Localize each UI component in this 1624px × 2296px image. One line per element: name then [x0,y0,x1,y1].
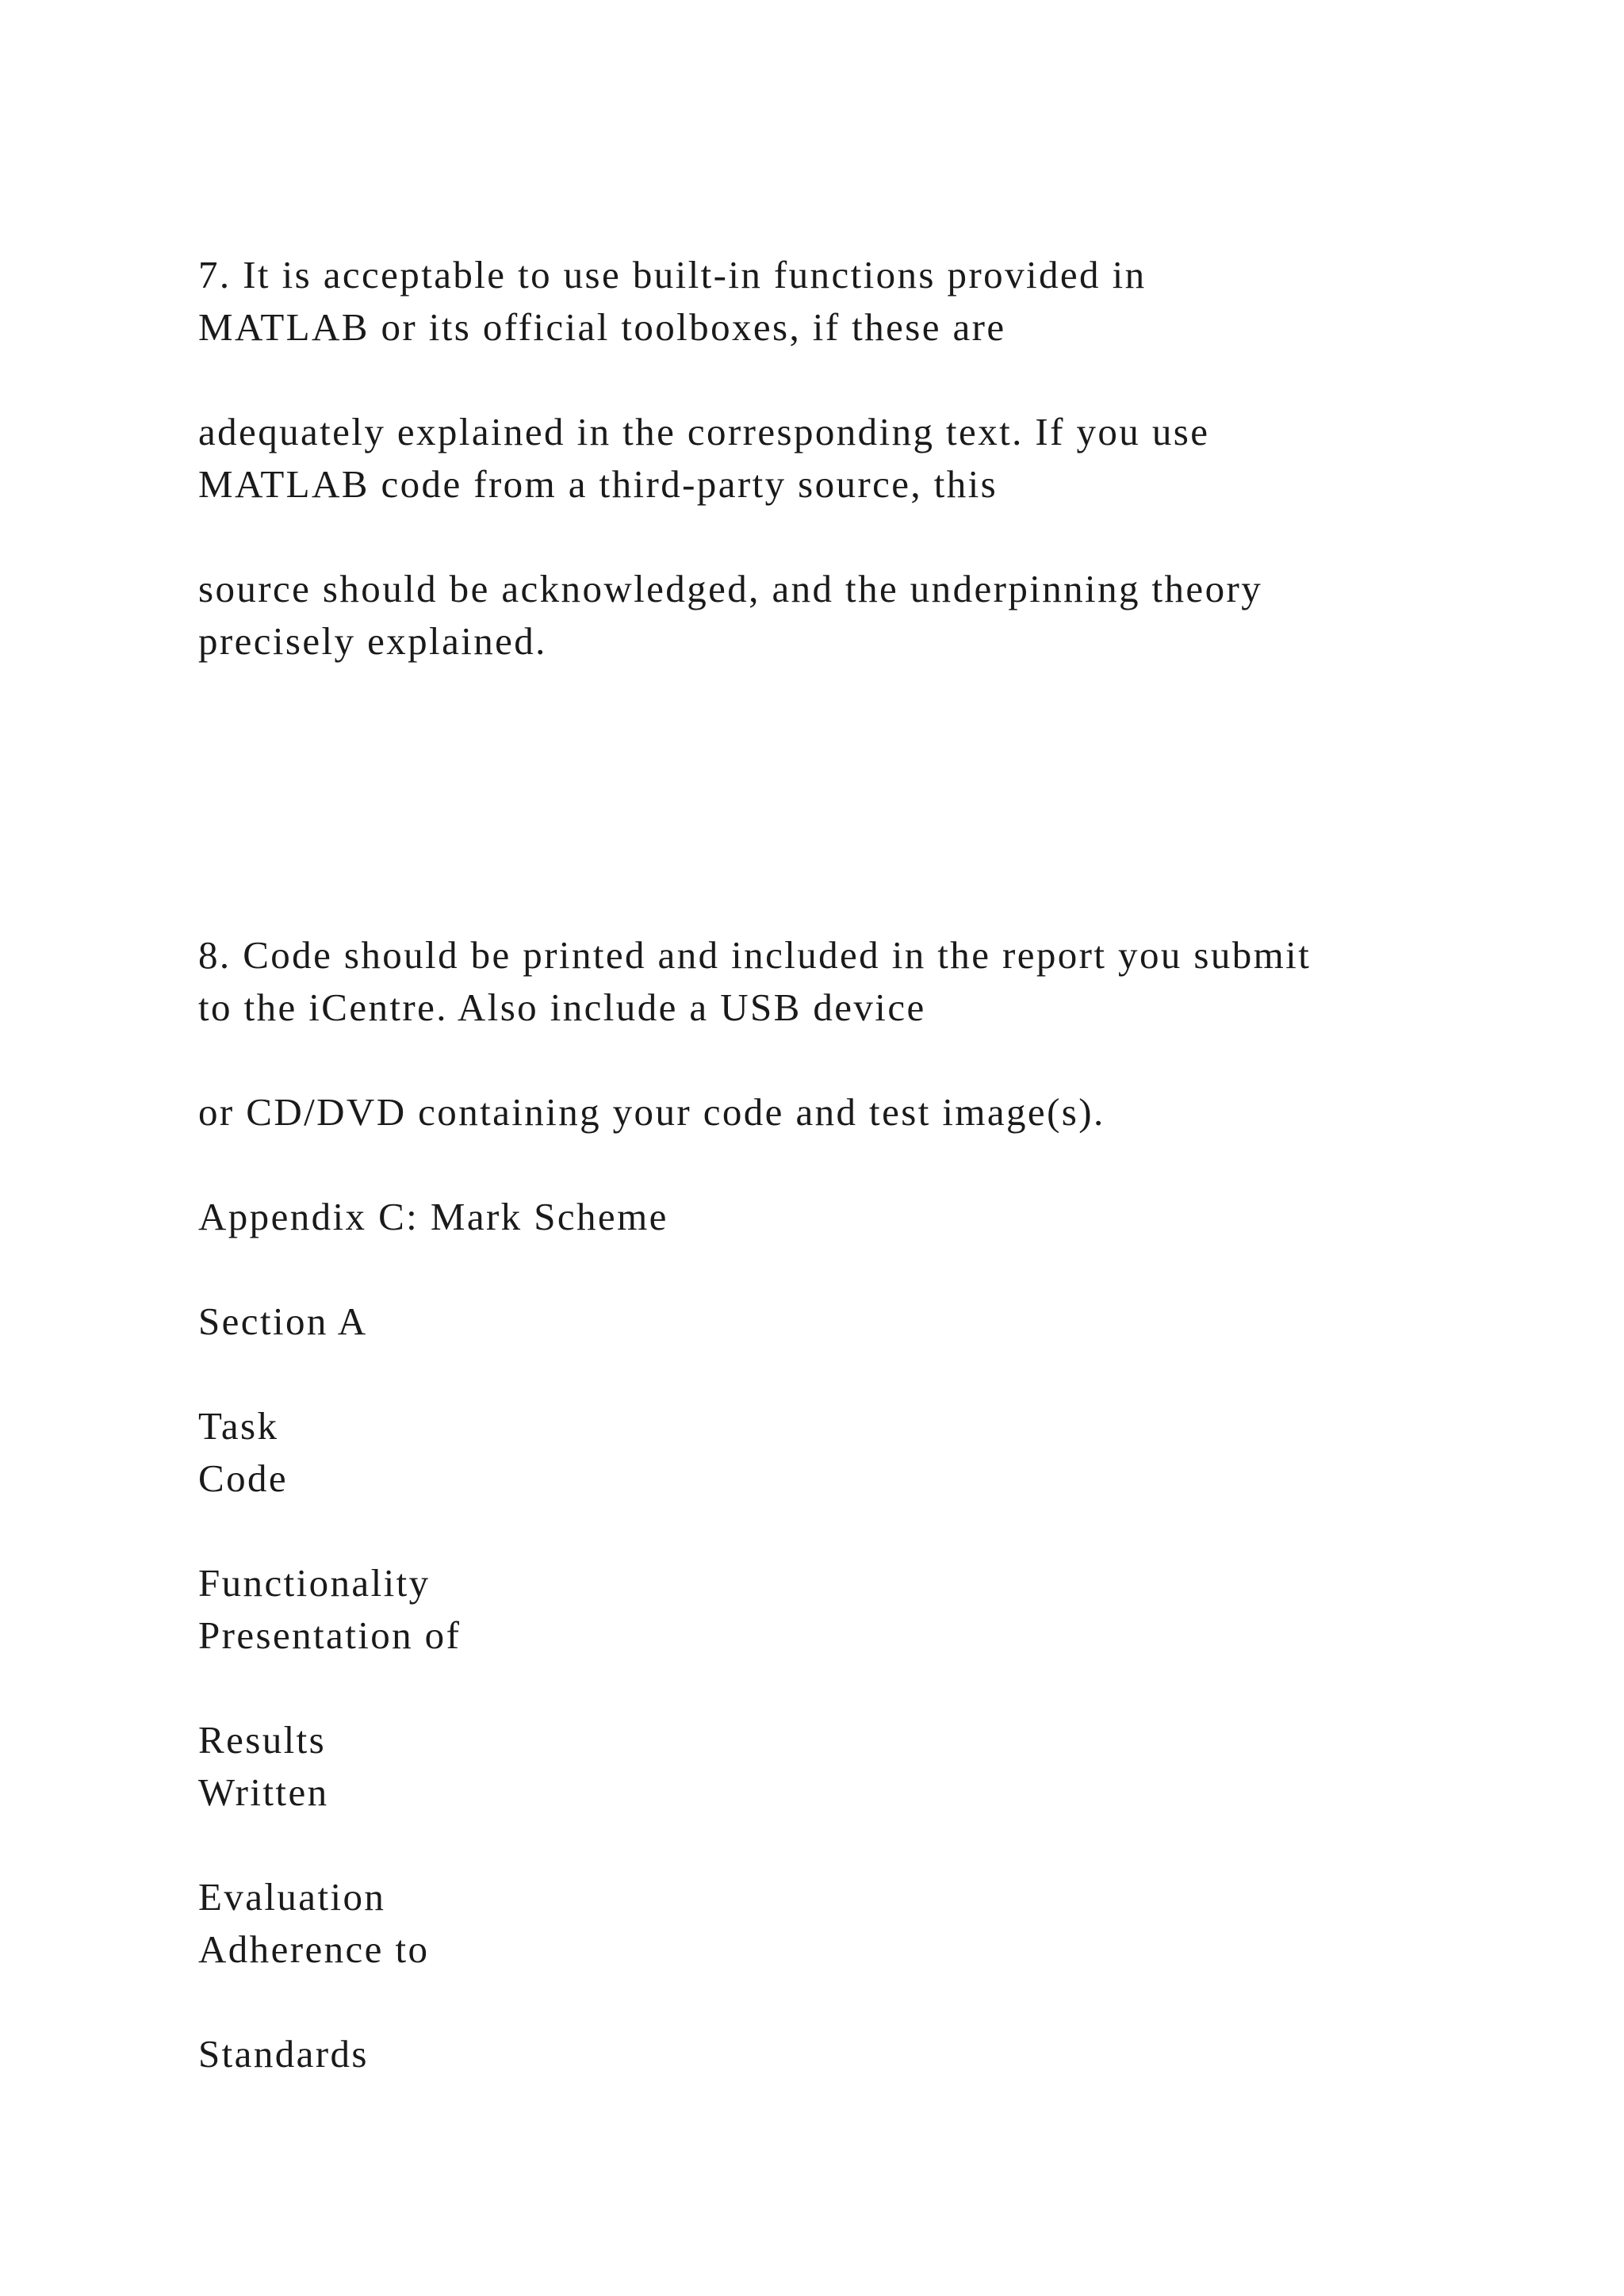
item7-line-6: precisely explained. [198,619,547,663]
column-functionality: Functionality [198,1561,431,1605]
column-code: Code [198,1456,289,1500]
column-evaluation: Evaluation [198,1875,386,1919]
item7-line-3: adequately explained in the corresponding text. If you use [198,410,1210,453]
item8-line-1: 8. Code should be printed and included in the report you submit [198,933,1312,977]
column-written: Written [198,1770,329,1814]
column-standards: Standards [198,2032,369,2076]
section-heading: Section A [198,1299,368,1343]
column-presentation-of: Presentation of [198,1613,462,1657]
item8-line-2: to the iCentre. Also include a USB device [198,985,926,1029]
column-results: Results [198,1718,327,1762]
item8-line-3: or CD/DVD containing your code and test image(s). [198,1090,1105,1134]
item7-line-5: source should be acknowledged, and the underpinning theory [198,567,1263,610]
appendix-heading: Appendix C: Mark Scheme [198,1195,668,1238]
item7-line-2: MATLAB or its official toolboxes, if these are [198,305,1006,349]
item7-line-4: MATLAB code from a third-party source, this [198,462,998,506]
item7-line-1: 7. It is acceptable to use built-in functions provided in [198,253,1147,297]
column-task: Task [198,1404,279,1448]
column-adherence-to: Adherence to [198,1927,430,1971]
